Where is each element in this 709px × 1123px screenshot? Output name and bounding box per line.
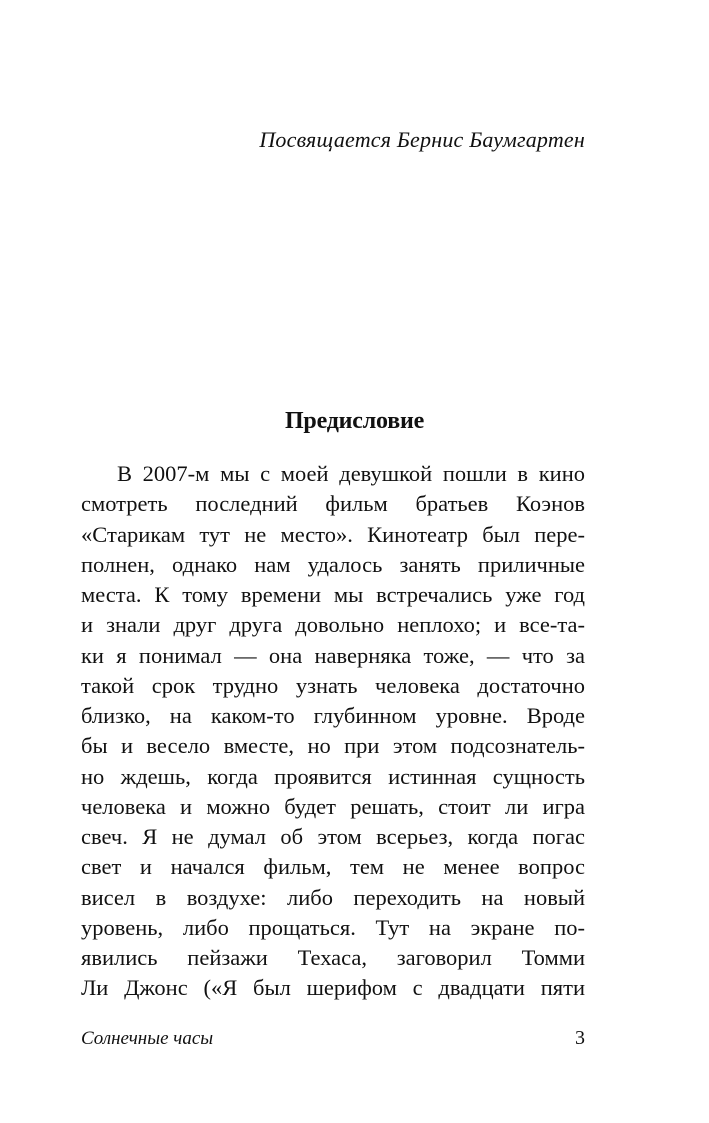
text-line: полнен, однако нам удалось занять приличные [81, 551, 585, 577]
text-line: явились пейзажи Техаса, заговорил Томми [81, 945, 585, 970]
text-line: места. К тому времени мы встречались уже год [81, 582, 585, 607]
foreword-paragraph [81, 459, 585, 1004]
text-line: ки я понимал — она наверняка тоже, — что за [81, 642, 585, 668]
text-line: смотреть последний фильм братьев Коэнов [81, 491, 585, 517]
running-footer-title: Солнечные часы [81, 1028, 214, 1049]
text-line: свет и начался фильм, тем не менее вопрос [81, 854, 585, 880]
dedication: Посвящается Бернис Баумгартен [259, 127, 585, 152]
page-number: 3 [575, 1027, 585, 1049]
text-line: Ли Джонс («Я был шерифом с двадцати пяти [81, 975, 585, 1001]
text-line: В 2007-м мы с моей девушкой пошли в кино [117, 461, 585, 486]
text-line: свеч. Я не думал об этом всерьез, когда погас [81, 824, 585, 849]
text-line: но ждешь, когда проявится истинная сущность [81, 763, 585, 789]
chapter-heading: Предисловие [284, 408, 425, 434]
text-line: уровень, либо прощаться. Тут на экране по- [81, 914, 585, 940]
text-line: бы и весело вместе, но при этом подсознатель- [81, 733, 585, 759]
text-line: такой срок трудно узнать человека достаточно [81, 672, 585, 698]
text-line: близко, на каком-то глубинном уровне. Вроде [81, 703, 585, 728]
text-line: висел в воздухе: либо переходить на новый [81, 884, 585, 910]
text-line: «Старикам тут не место». Кинотеатр был пере- [81, 521, 585, 547]
text-line: и знали друг друга довольно неплохо; и все-та- [81, 612, 585, 638]
text-line: человека и можно будет решать, стоит ли игра [81, 793, 585, 819]
